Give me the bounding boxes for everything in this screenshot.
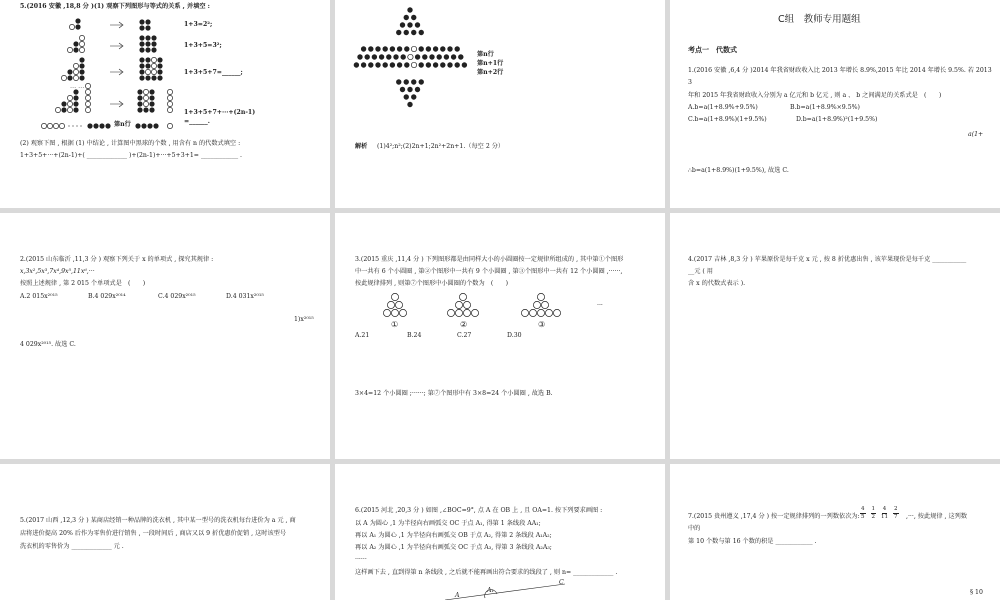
question-4-line-3: 含 x 的代数式表示 ). [688, 280, 746, 287]
question-3-line-1: 3.(2015 重庆 ,11,4 分 ) 下列图形都是由同样大小的小圆圈按一定规律所组成的 , 其中第①个图形 [355, 256, 624, 263]
diamond-dot [407, 22, 412, 27]
diamond-dot [365, 54, 370, 59]
question-6-line-1: 6.(2015 河北 ,20,3 分 ) 如图 ,∠BOC=9°, 点 A 在 OB 上 , 且 OA=1. 按下列要求画图 : [355, 507, 603, 514]
row-label-n-plus-2: 第n+2行 [477, 69, 504, 76]
pattern-circle [383, 309, 390, 316]
diamond-dot [411, 94, 416, 99]
diamond-dot [415, 87, 420, 92]
diamond-dot [390, 46, 395, 51]
label-a1: A₁ [487, 587, 494, 594]
diamond-dot [455, 46, 460, 51]
pattern-circle [455, 301, 462, 308]
page-panel-9 [670, 464, 1000, 600]
answer-label: 解析 [355, 143, 368, 150]
diamond-dot [375, 46, 380, 51]
question-6-line-3: 再以 A₁ 为圆心 ,1 为半径向右画弧交 OB 于点 A₂, 得第 2 条线段 A₁A₂; [355, 532, 552, 539]
diamond-dot [361, 46, 366, 51]
ellipsis-row: … … [70, 83, 85, 90]
equation-3: 1+3+5+7=______; [184, 69, 243, 76]
diamond-dot [451, 54, 456, 59]
option-a: A.b=a(1+8.9%+9.5%) [688, 104, 758, 111]
diamond-dot [393, 54, 398, 59]
diamond-dot [372, 54, 377, 59]
diamond-dot [419, 46, 424, 51]
question-5-line-1: 5.(2017 山西 ,12,3 分 ) 某商店经销一种品牌的洗衣机 , 其中某一型号的洗衣机每台进价为 a 元 , 商 [20, 517, 296, 524]
diamond-dot [447, 62, 452, 67]
pattern-circle [545, 309, 552, 316]
equation-4: 1+3+5+7+···+(2n-1) [184, 109, 256, 116]
diamond-dot [419, 62, 424, 67]
question-6-line-5: ······ [355, 556, 367, 563]
diamond-dot [447, 46, 452, 51]
diamond-dot [404, 62, 409, 67]
pattern-circle [533, 301, 540, 308]
question-1-line-2: 3 [688, 79, 692, 86]
diamond-dot [404, 79, 409, 84]
page-panel-2 [335, 0, 665, 208]
diamond-dot [426, 62, 431, 67]
question-2-sequence: x,3x²,5x³,7x⁴,9x⁵,11x⁶,··· [20, 268, 95, 275]
pattern-circle [541, 301, 548, 308]
pattern-circle [471, 309, 478, 316]
diamond-dot [411, 79, 416, 84]
question-5-title: 5.(2016 安徽 ,18,8 分 )(1) 观察下列图形与等式的关系 , 并填空 : [20, 3, 210, 10]
option-d: D.b=a(1+8.9%)²(1+9.5%) [796, 116, 878, 123]
diamond-dot [361, 62, 366, 67]
pattern-circle [463, 309, 470, 316]
diamond-dot [390, 62, 395, 67]
figure-row-2 [67, 35, 156, 52]
diamond-dot [396, 30, 401, 35]
diamond-dot [419, 30, 424, 35]
diamond-dot [462, 62, 467, 67]
diamond-dot [458, 54, 463, 59]
diamond-dot [357, 54, 362, 59]
diamond-dot [411, 62, 416, 67]
question-5-line-2: 店将进价提高 20% 后作为零售价进行销售 , 一段时间后 , 商店又以 9 折优惠价促销 , 这时该型号 [20, 530, 287, 537]
diamond-dot [429, 54, 434, 59]
diamond-dot [440, 46, 445, 51]
diamond-dot [397, 62, 402, 67]
answer-conclusion: 4 029x²⁰¹⁵. 故选 C. [20, 341, 76, 348]
pattern-circle [463, 301, 470, 308]
pattern-circle [387, 301, 394, 308]
fraction-sequence [860, 506, 899, 520]
pattern-circle [455, 309, 462, 316]
diamond-dots-figure [335, 0, 665, 208]
page-panel-5 [335, 213, 665, 459]
diamond-dot [408, 54, 413, 59]
question-4-line-1: 4.(2017 吉林 ,8,3 分 ) 苹果原价是每千克 x 元 , 按 8 折优惠出售 , 该苹果现价是每千克 ___________ [688, 256, 967, 263]
diamond-dot [404, 46, 409, 51]
diamond-dot [404, 94, 409, 99]
page-panel-4 [0, 213, 330, 459]
diamond-dot [368, 46, 373, 51]
diamond-dot [415, 54, 420, 59]
option-c: C.27 [457, 332, 472, 339]
pattern-circle [395, 301, 402, 308]
question-1-line-1: 1.(2016 安徽 ,6,4 分 )2014 年我省财政收入比 2013 年增长 8.9%,2015 年比 2014 年增长 9.5%. 若 2013 [688, 67, 992, 74]
question-1-line-3: 年和 2015 年我省财政收入分别为 a 亿元和 b 亿元 , 则 a 、 b 之间满足的关系式是 ( ) [688, 92, 942, 99]
diamond-dot [354, 62, 359, 67]
diamond-dot [407, 87, 412, 92]
diamond-dot [386, 54, 391, 59]
page-panel-6 [670, 213, 1000, 459]
pattern-circle [537, 293, 544, 300]
row-label-n: 第n行 [477, 51, 494, 58]
fraction-3: 4 11 [881, 506, 888, 520]
page-panel-1 [0, 0, 330, 208]
diamond-dot [383, 62, 388, 67]
question-3-line-3: 按此规律排列 , 则第⑦个图形中小圆圈的个数为 ( ) [355, 280, 509, 287]
figure-nth-row [41, 123, 172, 128]
option-b: B.b=a(1+8.9%×9.5%) [790, 104, 860, 111]
question-5-part-2-blank: 1+3+5+···+(2n-1)+( _____________ )+(2n-1)+···+5+3+1= ____________ . [20, 152, 243, 159]
diamond-dot [415, 22, 420, 27]
nth-row-label: 第n行 [114, 121, 131, 128]
pattern-circle [391, 309, 398, 316]
diamond-dot [407, 7, 412, 12]
question-7-line-3: 第 10 个数与第 16 个数的积是 ____________ . [688, 538, 817, 545]
question-6-line-2: 以 A 为圆心 ,1 为半径向右画弧交 OC 于点 A₁, 得第 1 条线段 AA₁; [355, 520, 541, 527]
equation-4-answer: =______. [184, 118, 210, 125]
question-6-line-4: 再以 A₂ 为圆心 ,1 为半径向右画弧交 OC 于点 A₃, 得第 3 条线段 A₂A₃; [355, 544, 552, 551]
pattern-circle [553, 309, 560, 316]
diamond-dot [407, 102, 412, 107]
diamond-dot [404, 15, 409, 20]
question-6-line-6: 这样画下去 , 直到得第 n 条线段 , 之后就不能再画出符合要求的线段了 , 则 n= _____________ . [355, 569, 618, 576]
question-2-line-3: 按照上述规律 , 第 2 015 个单项式是 ( ) [20, 280, 146, 287]
fraction-4: 2 7 [894, 506, 898, 520]
dots-figure-1 [0, 0, 330, 208]
diamond-dot [411, 46, 416, 51]
diamond-dot [397, 46, 402, 51]
fraction-1: 4 5 [861, 506, 865, 520]
option-a: A.21 [355, 332, 370, 339]
more-figures: ··· [597, 302, 603, 309]
diamond-dot [411, 30, 416, 35]
diamond-dot [400, 87, 405, 92]
pattern-circle [391, 293, 398, 300]
question-7-line-2: 中的 [688, 525, 701, 532]
circle-pattern-figure [335, 213, 665, 459]
page-number: § 10 [970, 589, 983, 596]
pattern-circle [521, 309, 528, 316]
equation-1: 1+3=2²; [184, 21, 213, 28]
option-c: C.4 029x²⁰¹⁵ [158, 293, 196, 300]
diamond-dot [444, 54, 449, 59]
figure-row-1 [69, 18, 150, 30]
diamond-dot [440, 62, 445, 67]
page-panel-8 [335, 464, 665, 600]
diamond-dot [401, 54, 406, 59]
figure-label-1: ① [391, 320, 399, 329]
fraction-2: 1 2 [871, 506, 875, 520]
question-2-line-1: 2.(2015 山东临沂 ,11,3 分 ) 观察下列关于 x 的单项式 , 探究其规律 : [20, 256, 214, 263]
diamond-dot [426, 46, 431, 51]
diamond-dot [368, 62, 373, 67]
group-title: C组 教师专用题组 [778, 14, 861, 25]
question-3-line-2: 中一共有 6 个小圆圈 , 第②个图形中一共有 9 个小圆圈 , 第③个图形中一共有 12 个小圆圈 ,······, [355, 268, 623, 275]
figure-row-3 [61, 57, 162, 80]
question-7-line-1-end: ,···, 按此规律 , 这列数 [906, 513, 968, 520]
page-panel-7 [0, 464, 330, 600]
option-b: B.24 [407, 332, 422, 339]
answer-fragment: 1)x²⁰¹⁵ [294, 316, 314, 323]
pattern-circle [529, 309, 536, 316]
option-d: D.30 [507, 332, 522, 339]
question-7-line-1: 7.(2015 贵州遵义 ,17,4 分 ) 按一定规律排列的一列数依次为: [688, 513, 860, 520]
diamond-dot [375, 62, 380, 67]
option-d: D.4 031x²⁰¹⁵ [226, 293, 264, 300]
diamond-dot [433, 62, 438, 67]
pattern-circle [459, 293, 466, 300]
equation-2: 1+3+5=3²; [184, 42, 222, 49]
row-label-n-plus-1: 第n+1行 [477, 60, 504, 67]
diamond-dot [455, 62, 460, 67]
diamond-dot [437, 54, 442, 59]
answer-conclusion: 3×4=12 个小圆圈 ;······; 第⑦个图形中有 3×8=24 个小圆圈 , 故选 B. [355, 390, 553, 397]
option-b: B.4 029x²⁰¹⁴ [88, 293, 126, 300]
question-4-line-2: __元 ( 用 [688, 268, 713, 275]
answer-fragment: a(1+ [968, 131, 984, 138]
diamond-dot [400, 22, 405, 27]
diamond-dot [379, 54, 384, 59]
diamond-dot [433, 46, 438, 51]
pattern-circle [537, 309, 544, 316]
option-a: A.2 015x²⁰¹⁵ [20, 293, 58, 300]
question-5-line-3: 洗衣机的零售价为 _____________ 元 . [20, 543, 124, 550]
answer-conclusion: ∴b=a(1+8.9%)(1+9.5%), 故选 C. [688, 167, 789, 174]
page-panel-3 [670, 0, 1000, 208]
diamond-dot [404, 30, 409, 35]
label-c: C [559, 579, 564, 586]
figure-label-3: ③ [538, 320, 546, 329]
figure-label-2: ② [460, 320, 468, 329]
diamond-dot [383, 46, 388, 51]
label-a: A [455, 592, 460, 599]
section-title: 考点一 代数式 [688, 46, 737, 54]
diamond-dot [422, 54, 427, 59]
pattern-circle [447, 309, 454, 316]
question-5-part-2: (2) 观察下图 , 根据 (1) 中结论 , 计算图中黑球的个数 , 用含有 n 的代数式填空 : [20, 140, 241, 147]
diamond-dot [411, 15, 416, 20]
pattern-circle [399, 309, 406, 316]
answer-text: (1)4²;n²;(2)2n+1;2n²+2n+1.（每空 2 分） [377, 143, 505, 150]
diamond-dot [419, 79, 424, 84]
option-c: C.b=a(1+8.9%)(1+9.5%) [688, 116, 767, 123]
diamond-dot [396, 79, 401, 84]
angle-diagram [335, 464, 665, 600]
